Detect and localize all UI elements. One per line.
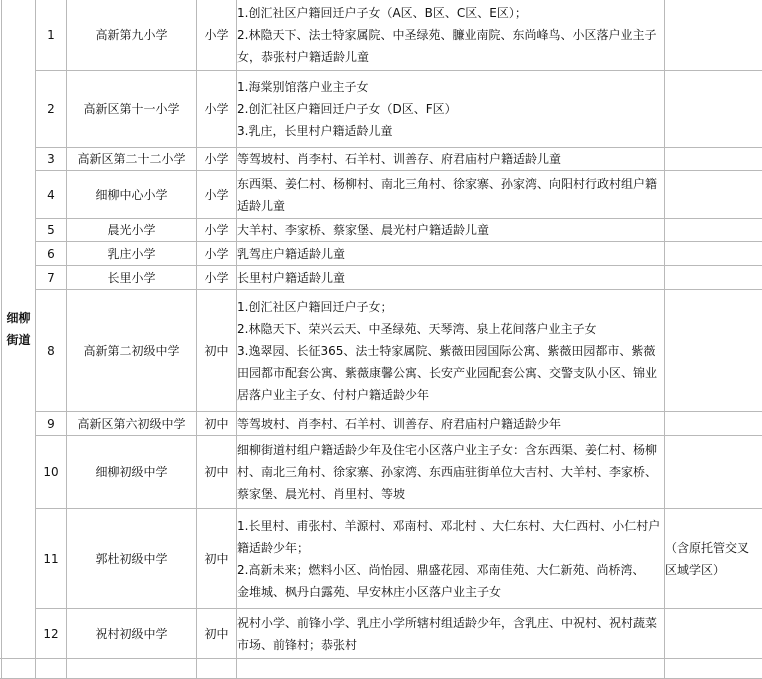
school-name: 长里小学 — [67, 266, 197, 290]
area-line: 大羊村、李家桥、蔡家堡、晨光村户籍适龄儿童 — [237, 219, 664, 241]
school-level: 小学 — [197, 171, 237, 219]
area-line: 2.高新未来；燃料小区、尚怡园、鼎盛花园、邓南佳苑、大仁新苑、尚桥湾、 — [237, 559, 664, 581]
row-number: 10 — [36, 436, 67, 509]
school-level: 小学 — [197, 266, 237, 290]
enrollment-area — [237, 171, 665, 219]
enrollment-area — [237, 290, 665, 412]
table-row — [0, 0, 762, 71]
table-row — [0, 412, 762, 436]
school-level: 初中 — [197, 609, 237, 659]
area-line: 细柳街道村组户籍适龄少年及住宅小区落户业主子女：含东西渠、姜仁村、杨柳 — [237, 439, 664, 461]
enrollment-area — [237, 609, 665, 659]
area-line: 适龄儿童 — [237, 195, 664, 217]
row-number: 12 — [36, 609, 67, 659]
area-line: 籍适龄少年； — [237, 537, 664, 559]
school-name: 高新区第二十二小学 — [67, 148, 197, 171]
remarks-cell — [665, 436, 762, 509]
enrollment-area — [237, 509, 665, 609]
area-line: 市场、前锋村；恭张村 — [237, 634, 664, 656]
area-line: 等驾坡村、肖李村、石羊村、训善存、府君庙村户籍适龄儿童 — [237, 148, 664, 170]
enrollment-area — [237, 71, 665, 148]
enrollment-area — [237, 0, 665, 71]
enrollment-area — [237, 219, 665, 242]
remarks-cell — [665, 242, 762, 266]
area-line: 女，恭张村户籍适龄儿童 — [237, 46, 664, 68]
area-line: 长里村户籍适龄儿童 — [237, 267, 664, 289]
school-name: 细柳初级中学 — [67, 436, 197, 509]
table-row — [0, 436, 762, 509]
area-line: 乳驾庄户籍适龄儿童 — [237, 243, 664, 265]
area-line: 金堆城、枫丹白露苑、早安林庄小区落户业主子女 — [237, 581, 664, 603]
enrollment-area-empty — [237, 659, 665, 679]
school-level: 小学 — [197, 219, 237, 242]
school-name: 高新第二初级中学 — [67, 290, 197, 412]
area-line: 2.创汇社区户籍回迁户子女（D区、F区） — [237, 98, 664, 120]
table-row — [0, 71, 762, 148]
row-number: 3 — [36, 148, 67, 171]
area-line: 3.逸翠园、长征365、法士特家属院、紫薇田园国际公寓、紫薇田园都市、紫薇 — [237, 340, 664, 362]
row-number: 8 — [36, 290, 67, 412]
school-name: 高新区第六初级中学 — [67, 412, 197, 436]
area-line: 蔡家堡、晨光村、肖里村、等坡 — [237, 483, 664, 505]
area-line: 1.创汇社区户籍回迁户子女； — [237, 296, 664, 318]
school-level: 小学 — [197, 0, 237, 71]
school-name: 高新第九小学 — [67, 0, 197, 71]
row-number: 5 — [36, 219, 67, 242]
table-row — [0, 266, 762, 290]
row-number: 9 — [36, 412, 67, 436]
table-row — [0, 242, 762, 266]
school-level: 初中 — [197, 412, 237, 436]
area-line: 2.林隐天下、荣兴云天、中圣绿苑、天琴湾、泉上花间落户业主子女 — [237, 318, 664, 340]
area-line: 田园都市配套公寓、紫薇康馨公寓、长安产业园配套公寓、交警支队小区、锦业 — [237, 362, 664, 384]
school-level-empty — [197, 659, 237, 679]
remarks-line: 区域学区） — [665, 559, 762, 581]
school-level: 小学 — [197, 148, 237, 171]
table-row — [0, 609, 762, 659]
enrollment-area — [237, 148, 665, 171]
school-name-empty — [67, 659, 197, 679]
school-name: 郭杜初级中学 — [67, 509, 197, 609]
street-cell-empty — [2, 659, 36, 679]
enrollment-area — [237, 412, 665, 436]
enrollment-area — [237, 436, 665, 509]
remarks-line: （含原托管交叉 — [665, 537, 762, 559]
school-level: 小学 — [197, 242, 237, 266]
table-row — [0, 219, 762, 242]
remarks-cell — [665, 609, 762, 659]
area-line: 居落户业主子女、付村户籍适龄少年 — [237, 384, 664, 406]
remarks-cell-empty — [665, 659, 762, 679]
school-name: 高新区第十一小学 — [67, 71, 197, 148]
row-number: 4 — [36, 171, 67, 219]
area-line: 祝村小学、前锋小学、乳庄小学所辖村组适龄少年，含乳庄、中祝村、祝村蔬菜 — [237, 612, 664, 634]
table-row — [0, 659, 762, 679]
row-number: 1 — [36, 0, 67, 71]
school-name: 晨光小学 — [67, 219, 197, 242]
street-cell: 细柳街道 — [2, 0, 36, 659]
remarks-cell — [665, 412, 762, 436]
area-line: 1.长里村、甫张村、羊源村、邓南村、邓北村 、大仁东村、大仁西村、小仁村户 — [237, 515, 664, 537]
area-line: 村、南北三角村、徐家寨、孙家湾、东西庙驻街单位大吉村、大羊村、李家桥、 — [237, 461, 664, 483]
remarks-cell — [665, 0, 762, 71]
area-line: 2.林隐天下、法士特家属院、中圣绿苑、臁业南院、东尚峰鸟、小区落户业主子 — [237, 24, 664, 46]
table-row — [0, 171, 762, 219]
area-line: 等驾坡村、肖李村、石羊村、训善存、府君庙村户籍适龄少年 — [237, 413, 664, 435]
school-level: 初中 — [197, 509, 237, 609]
area-line: 1.创汇社区户籍回迁户子女（A区、B区、C区、E区）； — [237, 2, 664, 24]
table-row — [0, 290, 762, 412]
remarks-cell — [665, 509, 762, 609]
school-name: 细柳中心小学 — [67, 171, 197, 219]
school-name: 乳庄小学 — [67, 242, 197, 266]
remarks-cell — [665, 219, 762, 242]
remarks-cell — [665, 290, 762, 412]
table-row — [0, 509, 762, 609]
school-level: 初中 — [197, 290, 237, 412]
school-level: 初中 — [197, 436, 237, 509]
row-number-empty — [36, 659, 67, 679]
row-number: 2 — [36, 71, 67, 148]
row-number: 11 — [36, 509, 67, 609]
remarks-cell — [665, 148, 762, 171]
row-number: 7 — [36, 266, 67, 290]
row-number: 6 — [36, 242, 67, 266]
school-level: 小学 — [197, 71, 237, 148]
remarks-cell — [665, 171, 762, 219]
enrollment-area — [237, 266, 665, 290]
remarks-cell — [665, 266, 762, 290]
area-line: 3.乳庄，长里村户籍适龄儿童 — [237, 120, 664, 142]
area-line: 1.海棠别馆落户业主子女 — [237, 76, 664, 98]
enrollment-area — [237, 242, 665, 266]
area-line: 东西渠、姜仁村、杨柳村、南北三角村、徐家寨、孙家湾、向阳村行政村组户籍 — [237, 173, 664, 195]
school-name: 祝村初级中学 — [67, 609, 197, 659]
remarks-cell — [665, 71, 762, 148]
table-row — [0, 148, 762, 171]
